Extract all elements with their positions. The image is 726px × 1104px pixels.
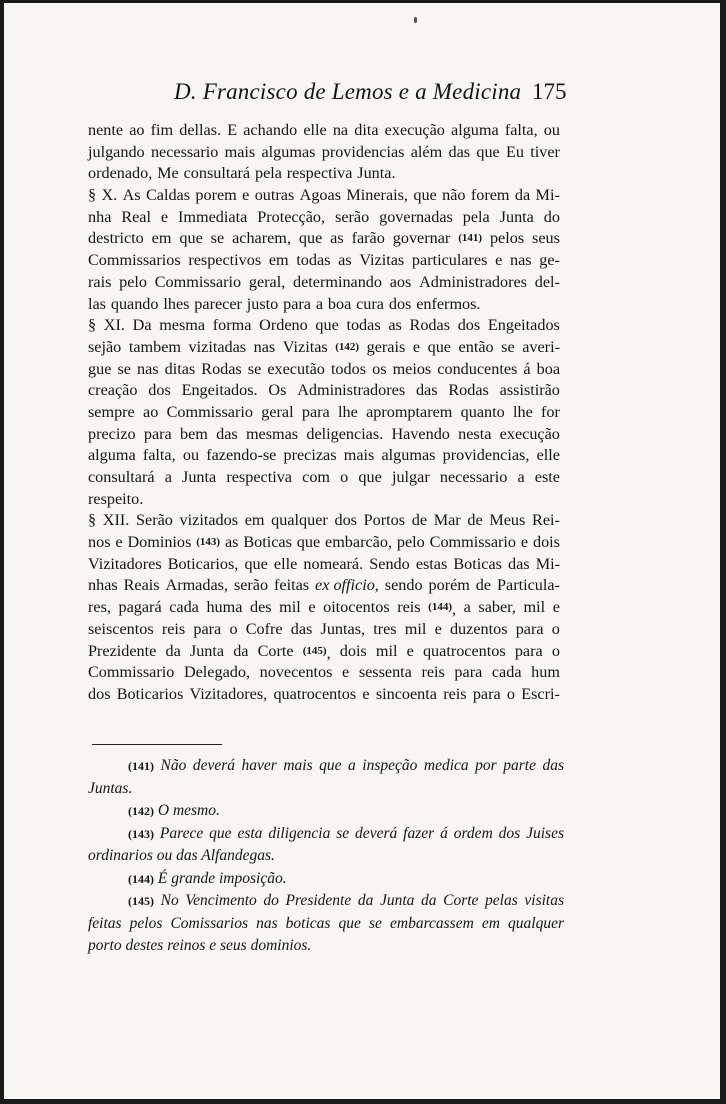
body-line: dos Boticarios Vizitadores, quatrocentos e sincoenta reis para o Escri- [88, 684, 560, 703]
footnote-text: No Vencimento do Presidente da Junta da Corte pelas visitas [160, 892, 564, 909]
footnote-number: (141) [128, 759, 154, 773]
body-line: destricto em que se acharem, que as farão governar $^{(141)}$ pelos seus [88, 229, 560, 248]
footnote-line [88, 845, 564, 868]
footnote-text: Não deverá haver mais que a inspeção medica por parte das [160, 757, 564, 774]
footnote-text: ordinarios ou das Alfandegas. [88, 847, 275, 864]
footnote-number: (144) [128, 871, 154, 886]
body-line: alguma falta, ou fazendo-se precizas mais algumas providencias, elle [88, 446, 560, 465]
body-line: rais pelo Commissario geral, determinando aos Administradores del- [88, 272, 560, 291]
page-number: 175 [532, 79, 567, 104]
footnote-rule [92, 744, 222, 745]
body-line: gue se nas ditas Rodas se executão todos os meios conducentes á boa [88, 359, 560, 378]
body-line: sempre ao Commissario geral para lhe apromptarem quanto lhe for [88, 402, 560, 421]
footnote-line [88, 823, 564, 846]
running-head: D. Francisco de Lemos e a Medicina [174, 79, 522, 104]
body-line: creação dos Engeitados. Os Administradores das Rodas assistirão [88, 381, 560, 400]
body-line: § X. As Caldas porem e outras Agoas Minerais, que não forem da Mi- [88, 186, 560, 205]
footnote-line [88, 890, 564, 913]
footnote-text: Juntas. [88, 779, 133, 797]
body-line: Vizitadores Boticarios, que elle nomeará. Sendo estas Boticas das Mi- [88, 554, 560, 573]
footnote-text: feitas pelos Comissarios nas boticas que se embarcassem em qualquer [88, 914, 564, 932]
footnote-line [88, 800, 564, 823]
body-line: ordenado, Me consultará pela respectiva Junta. [88, 164, 396, 183]
body-line: nos e Dominios $^{(143)}$ as Boticas que embarcão, pelo Commissario e dois [88, 533, 560, 552]
footnote-number: (142) [128, 804, 154, 818]
footnote-text: porto destes reinos e seus dominios. [88, 937, 312, 954]
body-line: nha Real e Immediata Protecção, serão governadas pela Junta do [88, 207, 560, 226]
footnote-line [88, 755, 564, 778]
body-line: respeito. [88, 489, 144, 508]
footnote-line [88, 778, 564, 801]
body-line: Commissario Delegado, novecentos e sessenta reis para cada hum [88, 663, 560, 682]
footnote-text: O mesmo. [157, 802, 220, 819]
footnote-line [88, 913, 564, 936]
body-line: sejão tambem vizitadas nas Vizitas $^{(142)}$ gerais e que então se averi- [88, 337, 560, 356]
body-line: res, pagará cada huma des mil e oitocentos reis $^{(144)}$, a saber, mil e [88, 598, 560, 619]
footnote-line [88, 935, 564, 958]
body-line: las quando lhes parecer justo para a boa cura dos enfermos. [88, 294, 481, 313]
footnote-text: É grande imposição. [157, 869, 287, 887]
footnotes [88, 755, 564, 958]
body-line: nhas Reais Armadas, serão feitas ex officio, sendo porém de Particula- [88, 576, 560, 595]
body-line: Prezidente da Junta da Corte $^{(145)}$, dois mil e quatrocentos para o [88, 641, 560, 662]
body-line: § XI. Da mesma forma Ordeno que todas as Rodas dos Engeitados [88, 316, 560, 335]
page-header [4, 77, 720, 113]
body-line: § XII. Serão vizitados em qualquer dos Portos de Mar de Meus Rei- [88, 511, 560, 530]
body-line: seiscentos reis para o Cofre das Juntas, tres mil e duzentos para o [88, 619, 560, 638]
footnote-number: (143) [128, 826, 154, 841]
footnote-text: Parece que esta diligencia se deverá fazer á ordem dos Juises [159, 824, 565, 842]
body-text [88, 120, 560, 706]
book-page [4, 3, 720, 1099]
body-line: nente ao fim dellas. E achando elle na dita execução alguma falta, ou [88, 121, 560, 139]
footnote-number: (145) [128, 894, 154, 908]
body-line: precizo para bem das mesmas deligencias. Havendo nesta execução [88, 424, 560, 443]
footnote-line [88, 868, 564, 891]
body-line: julgando necessario mais algumas providencias além das que Eu tiver [88, 142, 560, 161]
scan-speck [414, 17, 417, 23]
body-line: consultará a Junta respectiva com o que julgar necessario a este [88, 468, 560, 486]
body-line: Commissarios respectivos em todas as Vizitas particulares e nas ge- [88, 251, 560, 270]
